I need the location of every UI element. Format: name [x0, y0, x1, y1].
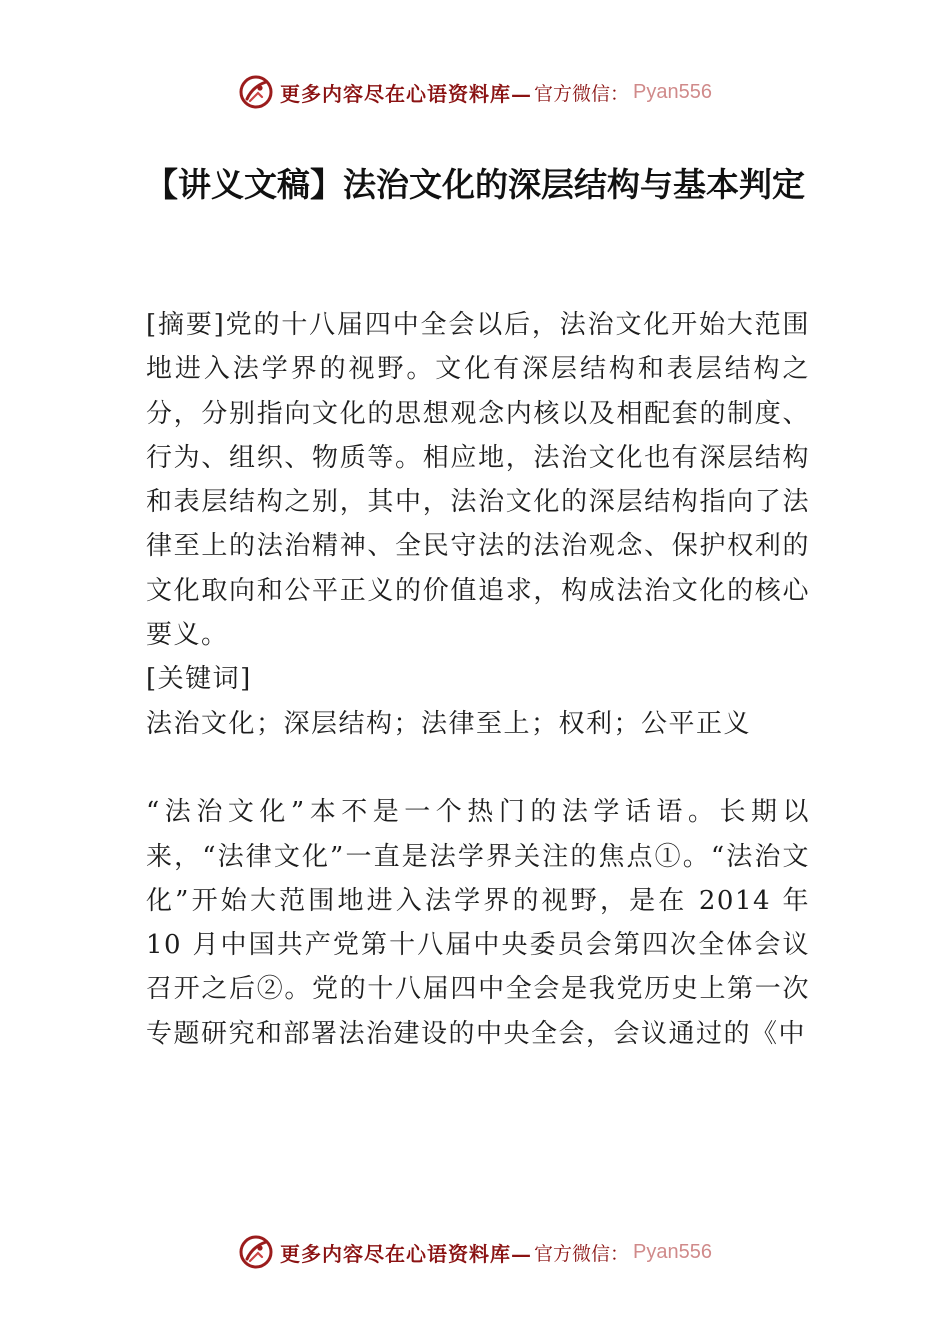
- body-paragraph: “法治文化”本不是一个热门的法学话语。长期以来，“法律文化”一直是法学界关注的焦点①。“法治文化”开始大范围地进入法学界的视野，是在 2014 年 10 月中国共产党第十八届中央委员会第四次全体会议召开之后②。党的十八届四中全会是我党历史上第一次专题研究和部署法治建设的中央全会，会议通过的《中: [146, 797, 810, 1049]
- header-banner: [0, 68, 950, 116]
- keywords-list: 法治文化；深层结构；法律至上；权利；公平正义: [146, 708, 752, 739]
- banner-label: 官方微信：: [534, 1242, 630, 1265]
- banner-wechat-id: Pyan556: [633, 1240, 712, 1263]
- banner-wechat-id: Pyan556: [633, 80, 712, 103]
- keywords-label: [关键词]: [146, 664, 252, 695]
- footer-banner: [0, 1228, 950, 1276]
- abstract-paragraph: [摘要]党的十八届四中全会以后，法治文化开始大范围地进入法学界的视野。文化有深层结构和表层结构之分，分别指向文化的思想观念内核以及相配套的制度、行为、组织、物质等。相应地，法治文化也有深层结构和表层结构之别，其中，法治文化的深层结构指向了法律至上的法治精神、全民守法的法治观念、保护权利的文化取向和公平正义的价值追求，构成法治文化的核心要义。: [146, 310, 810, 651]
- document-body: [146, 303, 810, 1056]
- banner-label: 官方微信：: [534, 82, 630, 105]
- banner-text: 更多内容尽在心语资料库—: [280, 81, 532, 106]
- banner-text: 更多内容尽在心语资料库—: [280, 1241, 532, 1266]
- document-title: 【讲义文稿】法治文化的深层结构与基本判定: [145, 165, 805, 204]
- logo-seal-icon: [238, 74, 274, 110]
- paragraph-spacer: [146, 746, 810, 790]
- logo-seal-icon: [238, 1234, 274, 1270]
